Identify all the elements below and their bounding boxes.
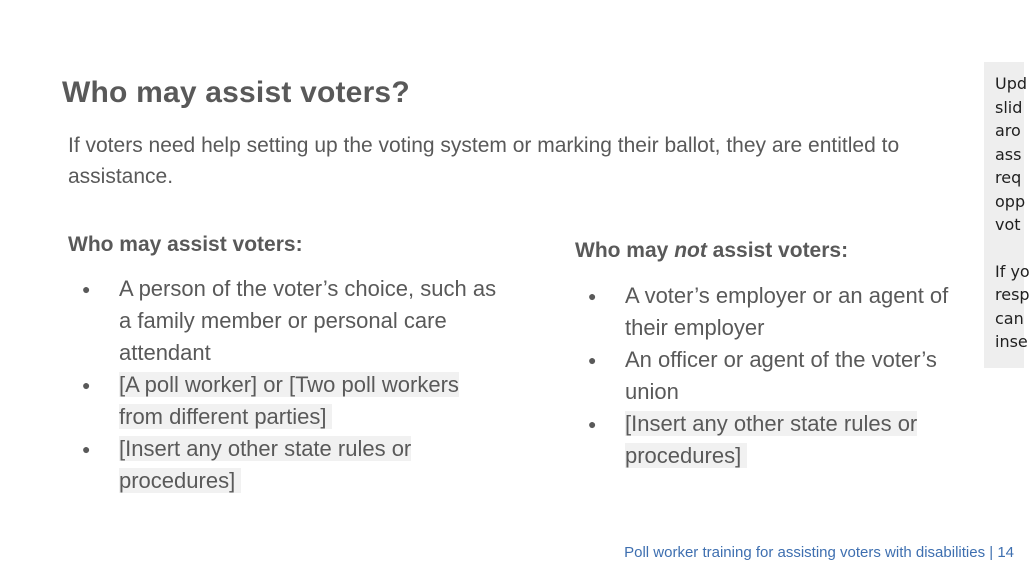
note-line: slid (995, 97, 1023, 117)
bullet-icon: ● (82, 441, 91, 457)
left-bullet-list (68, 273, 503, 497)
right-column-heading (575, 239, 848, 263)
note-line: aro (995, 121, 1021, 140)
note-line: can (995, 308, 1024, 328)
note-line: opp (995, 191, 1026, 211)
list-item (574, 344, 982, 408)
note-line: Upd (995, 74, 1028, 93)
list-item (68, 273, 503, 369)
note-line: ass (995, 144, 1022, 164)
note-paragraph (995, 260, 1030, 354)
right-heading-part: assist voters: (706, 239, 849, 262)
bullet-icon: ● (588, 288, 597, 304)
list-item-text: An officer or agent of the voter’s union (625, 347, 937, 404)
note-paragraph (995, 72, 1028, 237)
note-line: inse (995, 332, 1028, 351)
placeholder-text: [Insert any other state rules or procedures] (625, 411, 918, 468)
left-column-heading: Who may assist voters: (68, 233, 303, 256)
list-item (68, 369, 503, 433)
note-line: req (995, 168, 1022, 187)
note-line: vot (995, 215, 1021, 234)
placeholder-text: [Insert any other state rules or procedures] (119, 436, 412, 493)
right-bullet-list (574, 280, 982, 472)
list-item (574, 408, 982, 472)
bullet-icon: ● (588, 416, 597, 432)
right-heading-part: Who may (575, 239, 675, 262)
list-item (574, 280, 982, 344)
note-line: resp (995, 285, 1030, 304)
bullet-icon: ● (82, 281, 91, 297)
slide-footer: Poll worker training for assisting voters with disabilities | 14 (624, 544, 1014, 561)
list-item-text: A person of the voter’s choice, such as a family member or personal care attendant (119, 276, 497, 365)
intro-text: If voters need help setting up the voting system or marking their ballot, they are entitled to assistance. (68, 134, 900, 188)
slide-title: Who may assist voters? (62, 76, 410, 109)
placeholder-text: [A poll worker] or [Two poll workers from different parties] (119, 372, 459, 429)
bullet-icon: ● (82, 377, 91, 393)
note-line: If yo (995, 261, 1030, 281)
right-heading-emphasis: not (674, 239, 707, 262)
list-item-text: A voter’s employer or an agent of their employer (625, 283, 949, 340)
list-item (68, 433, 503, 497)
speaker-note-panel (984, 62, 1030, 368)
bullet-icon: ● (588, 352, 597, 368)
